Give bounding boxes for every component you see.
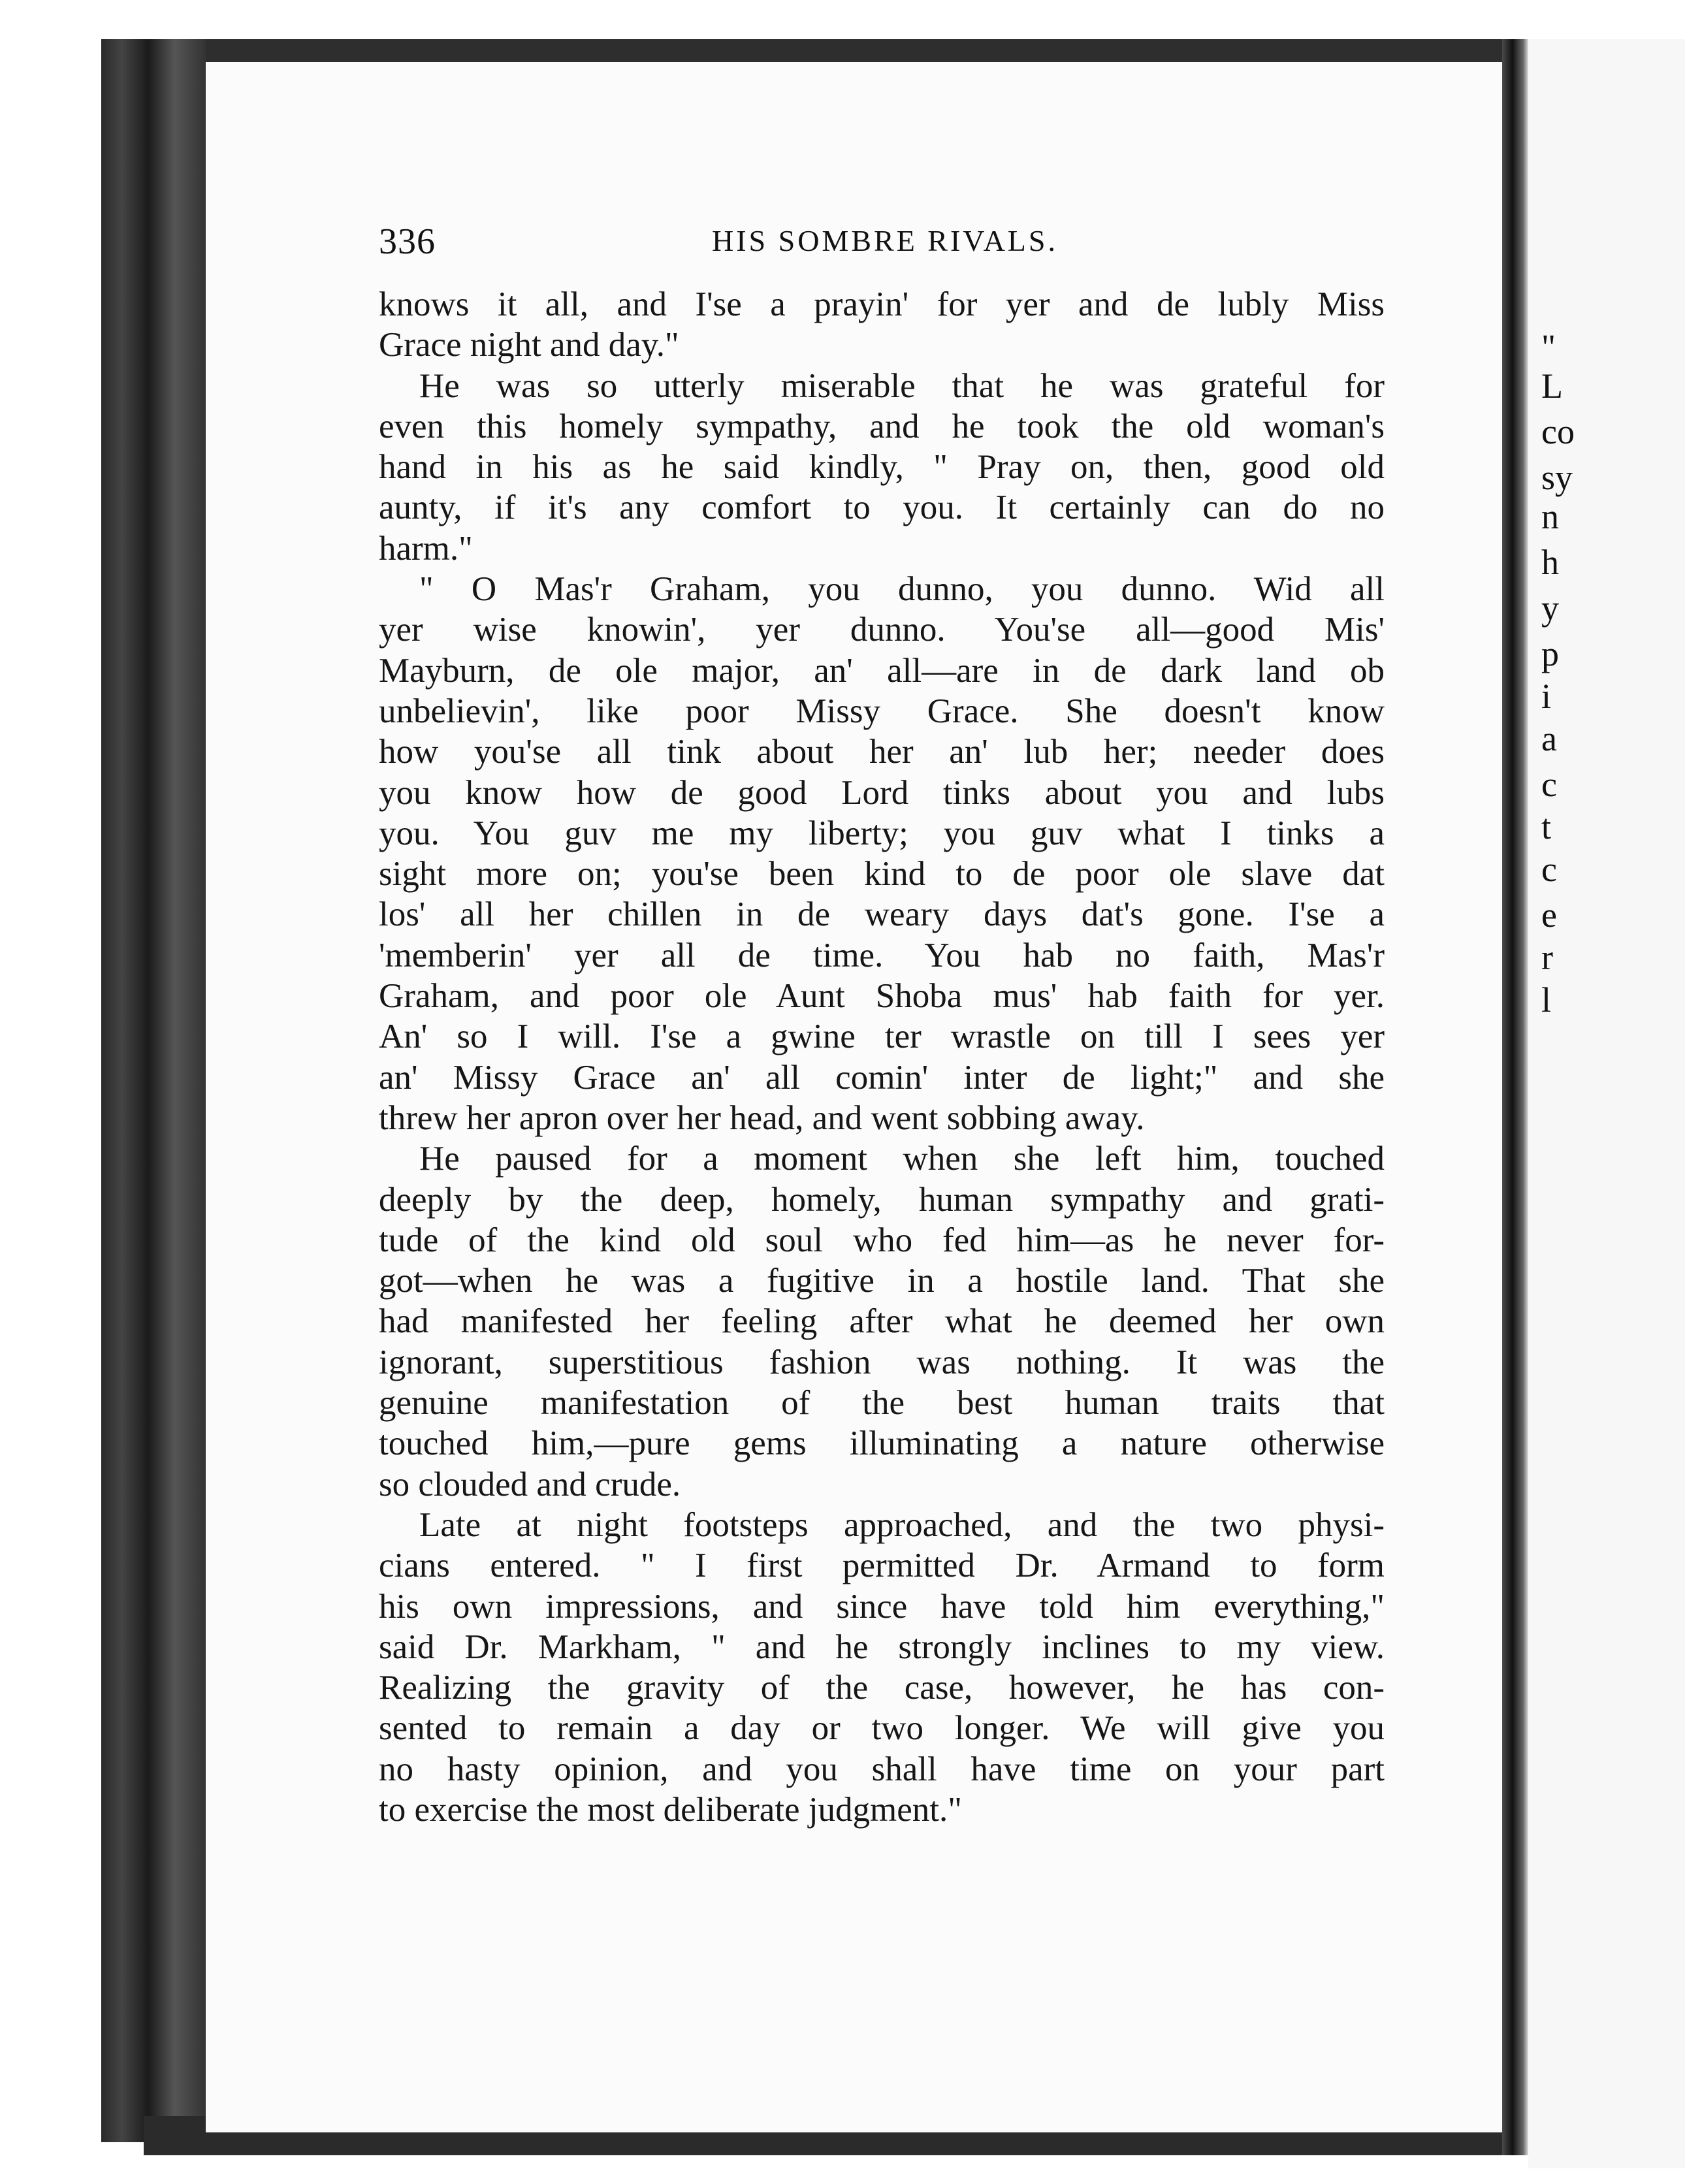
text-line: so clouded and crude. xyxy=(379,1465,681,1503)
text-line: touched him,—pure gems illuminating a nature otherwise xyxy=(379,1424,1385,1463)
text-line: Grace night and day." xyxy=(379,326,679,364)
text-line: los' all her chillen in de weary days dat's gone. I'se a xyxy=(379,895,1385,934)
right-page-text-fragment: " xyxy=(1541,327,1556,366)
right-page-text-fragment: r xyxy=(1541,938,1553,977)
text-line: " O Mas'r Graham, you dunno, you dunno. Wid all xyxy=(419,570,1385,609)
book-spine-edge xyxy=(101,39,206,2142)
text-line: his own impressions, and since have told him everything," xyxy=(379,1587,1385,1626)
text-line: said Dr. Markham, " and he strongly inclines to my view. xyxy=(379,1628,1385,1666)
running-title: HIS SOMBRE RIVALS. xyxy=(712,224,1058,257)
text-line: got—when he was a fugitive in a hostile land. That she xyxy=(379,1262,1385,1300)
text-line: cians entered. " I first permitted Dr. Armand to form xyxy=(379,1547,1385,1585)
text-line: knows it all, and I'se a prayin' for yer and de lubly Miss xyxy=(379,285,1385,323)
right-page-text-fragment: y xyxy=(1541,588,1559,628)
text-line: an' Missy Grace an' all comin' inter de light;" and she xyxy=(379,1058,1385,1097)
text-line: Late at night footsteps approached, and the two physi- xyxy=(419,1505,1385,1544)
body-text xyxy=(379,284,1385,1830)
text-line: ignorant, superstitious fashion was nothing. It was the xyxy=(379,1343,1385,1381)
text-line: unbelievin', like poor Missy Grace. She doesn't know xyxy=(379,692,1385,730)
text-line: hand in his as he said kindly, " Pray on, then, good old xyxy=(379,448,1385,487)
right-page-fragment xyxy=(1528,39,1685,2168)
right-page-text-fragment: a xyxy=(1541,719,1557,758)
right-page-text-fragment: h xyxy=(1541,543,1559,582)
text-line: Mayburn, de ole major, an' all—are in de dark land ob xyxy=(379,651,1385,690)
right-page-text-fragment: sy xyxy=(1541,458,1573,497)
right-page-text-fragment: c xyxy=(1541,765,1557,804)
text-line: harm." xyxy=(379,529,473,568)
right-page-text-fragment: l xyxy=(1541,980,1552,1020)
text-line: aunty, if it's any comfort to you. It certainly can do no xyxy=(379,489,1385,527)
text-line: yer wise knowin', yer dunno. You'se all—good Mis' xyxy=(379,611,1385,649)
text-line: sight more on; you'se been kind to de poor ole slave dat xyxy=(379,855,1385,893)
page-gutter xyxy=(1502,39,1528,2155)
right-page-text-fragment: i xyxy=(1541,677,1552,716)
text-line: you. You guv me my liberty; you guv what I tinks a xyxy=(379,814,1385,852)
text-line: Realizing the gravity of the case, however, he has con- xyxy=(379,1669,1385,1707)
text-line: no hasty opinion, and you shall have time on your part xyxy=(379,1750,1385,1788)
page-number: 336 xyxy=(379,221,436,262)
text-line: how you'se all tink about her an' lub her; needer does xyxy=(379,733,1385,771)
right-page-text-fragment: co xyxy=(1541,412,1575,451)
right-page-text-fragment: n xyxy=(1541,497,1559,536)
page-header xyxy=(379,221,1385,266)
text-line: sented to remain a day or two longer. We will give you xyxy=(379,1709,1385,1748)
text-line: to exercise the most deliberate judgment." xyxy=(379,1790,962,1829)
right-page-text-fragment: t xyxy=(1541,807,1552,846)
text-line: deeply by the deep, homely, human sympathy and grati- xyxy=(379,1180,1385,1219)
text-line: He was so utterly miserable that he was grateful for xyxy=(419,366,1385,405)
right-page-text-fragment: p xyxy=(1541,634,1559,673)
text-line: even this homely sympathy, and he took the old woman's xyxy=(379,407,1385,445)
right-page-text-fragment: L xyxy=(1541,366,1563,406)
text-line: He paused for a moment when she left him, touched xyxy=(419,1140,1385,1178)
text-line: threw her apron over her head, and went sobbing away. xyxy=(379,1099,1145,1137)
right-page-text-fragment: c xyxy=(1541,850,1557,889)
text-line: tude of the kind old soul who fed him—as he never for- xyxy=(379,1221,1385,1259)
text-line: Graham, and poor ole Aunt Shoba mus' hab faith for yer. xyxy=(379,977,1385,1016)
text-line: An' so I will. I'se a gwine ter wrastle on till I sees yer xyxy=(379,1018,1385,1056)
text-line: 'memberin' yer all de time. You hab no faith, Mas'r xyxy=(379,936,1385,974)
text-line: genuine manifestation of the best human traits that xyxy=(379,1384,1385,1422)
text-line: had manifested her feeling after what he deemed her own xyxy=(379,1302,1385,1341)
text-line: you know how de good Lord tinks about you and lubs xyxy=(379,773,1385,812)
right-page-text-fragment: e xyxy=(1541,895,1557,935)
